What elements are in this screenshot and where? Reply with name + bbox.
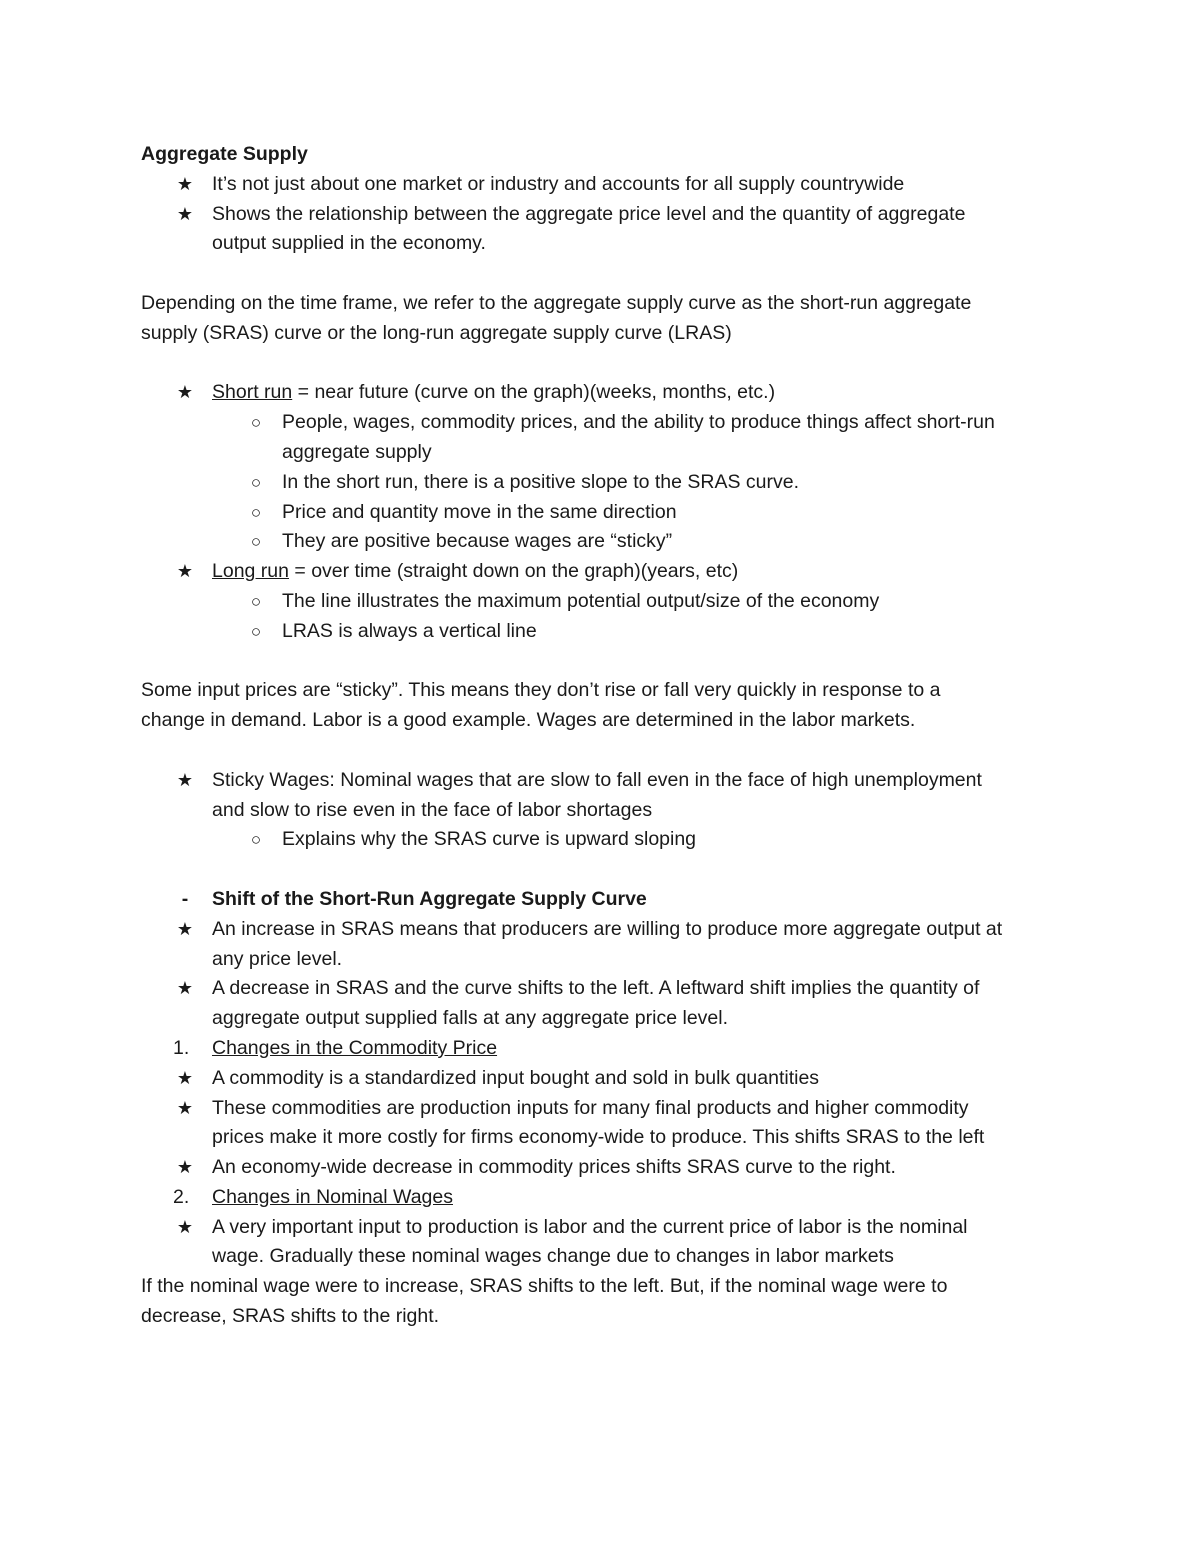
sub-list-item: ○ They are positive because wages are “sticky” xyxy=(141,527,1081,557)
document-body xyxy=(141,140,1081,1332)
list-item: ★ A very important input to production is labor and the current price of labor is the nominal wage. Gradually these nominal wages change due to changes in labor markets xyxy=(141,1213,1081,1273)
list-item: ★ Shows the relationship between the aggregate price level and the quantity of aggregate output supplied in the economy. xyxy=(141,200,1081,260)
list-item: ★ A commodity is a standardized input bought and sold in bulk quantities xyxy=(141,1064,1081,1094)
dash-bullet: - xyxy=(181,887,189,910)
paragraph: If the nominal wage were to increase, SRAS shifts to the left. But, if the nominal wage were to decrease, SRAS shifts to the right. xyxy=(141,1275,948,1328)
star-bullet-icon: ★ xyxy=(176,382,194,403)
circle-bullet-icon: ○ xyxy=(250,621,262,641)
star-bullet-icon: ★ xyxy=(176,203,194,224)
circle-bullet-icon: ○ xyxy=(250,830,262,850)
star-bullet-icon: ★ xyxy=(176,918,194,939)
section-heading-shift: - Shift of the Short-Run Aggregate Supply Curve xyxy=(141,885,1081,915)
circle-bullet-icon: ○ xyxy=(250,532,262,552)
star-bullet-icon: ★ xyxy=(176,561,194,582)
star-bullet-icon: ★ xyxy=(176,173,194,194)
list-item-short-run: ★ Short run = near future (curve on the graph)(weeks, months, etc.) xyxy=(141,378,1081,408)
star-bullet-icon: ★ xyxy=(176,769,194,790)
list-item-long-run: ★ Long run = over time (straight down on the graph)(years, etc) xyxy=(141,557,1081,587)
star-bullet-icon: ★ xyxy=(176,978,194,999)
sub-list-item: ○ In the short run, there is a positive slope to the SRAS curve. xyxy=(141,468,1081,498)
paragraph: Depending on the time frame, we refer to the aggregate supply curve as the short-run aggregate supply (SRAS) curve or the long-run aggregate supply curve (LRAS) xyxy=(141,291,972,344)
list-item: ★ An economy-wide decrease in commodity prices shifts SRAS curve to the right. xyxy=(141,1153,1081,1183)
list-item: ★ A decrease in SRAS and the curve shifts to the left. A leftward shift implies the quantity of aggregate output supplied falls at any aggregate price level. xyxy=(141,974,1081,1034)
list-item: ★ These commodities are production inputs for many final products and higher commodity prices make it more costly for firms economy-wide to produce. This shifts SRAS to the left xyxy=(141,1094,1081,1154)
numbered-item-wages: 2. Changes in Nominal Wages xyxy=(141,1183,1081,1213)
star-bullet-icon: ★ xyxy=(176,1157,194,1178)
term-long-run: Long run xyxy=(212,560,289,583)
circle-bullet-icon: ○ xyxy=(250,413,262,433)
circle-bullet-icon: ○ xyxy=(250,502,262,522)
term-short-run: Short run xyxy=(212,381,293,404)
star-bullet-icon: ★ xyxy=(176,1067,194,1088)
sub-list-item: ○ The line illustrates the maximum potential output/size of the economy xyxy=(141,587,1081,617)
list-number: 1. xyxy=(173,1036,190,1059)
list-item: ★ An increase in SRAS means that producers are willing to produce more aggregate output at any price level. xyxy=(141,915,1081,975)
list-item-sticky-wages: ★ Sticky Wages: Nominal wages that are slow to fall even in the face of high unemployment and slow to rise even in the face of labor shortages xyxy=(141,766,1081,826)
list-item: ★ It’s not just about one market or industry and accounts for all supply countrywide xyxy=(141,170,1081,200)
sub-list-item: ○ Price and quantity move in the same direction xyxy=(141,498,1081,528)
circle-bullet-icon: ○ xyxy=(250,591,262,611)
circle-bullet-icon: ○ xyxy=(250,472,262,492)
star-bullet-icon: ★ xyxy=(176,1216,194,1237)
numbered-item-commodity: 1. Changes in the Commodity Price xyxy=(141,1034,1081,1064)
document-title: Aggregate Supply xyxy=(141,143,308,165)
paragraph: Some input prices are “sticky”. This means they don’t rise or fall very quickly in response to a change in demand. Labor is a good example. Wages are determined in the labor markets. xyxy=(141,679,941,732)
list-number: 2. xyxy=(173,1185,190,1208)
star-bullet-icon: ★ xyxy=(176,1097,194,1118)
sub-list-item: ○ LRAS is always a vertical line xyxy=(141,617,1081,647)
sub-list-item: ○ Explains why the SRAS curve is upward sloping xyxy=(141,825,1081,855)
sub-list-item: ○ People, wages, commodity prices, and the ability to produce things affect short-run aggregate supply xyxy=(141,408,1081,468)
